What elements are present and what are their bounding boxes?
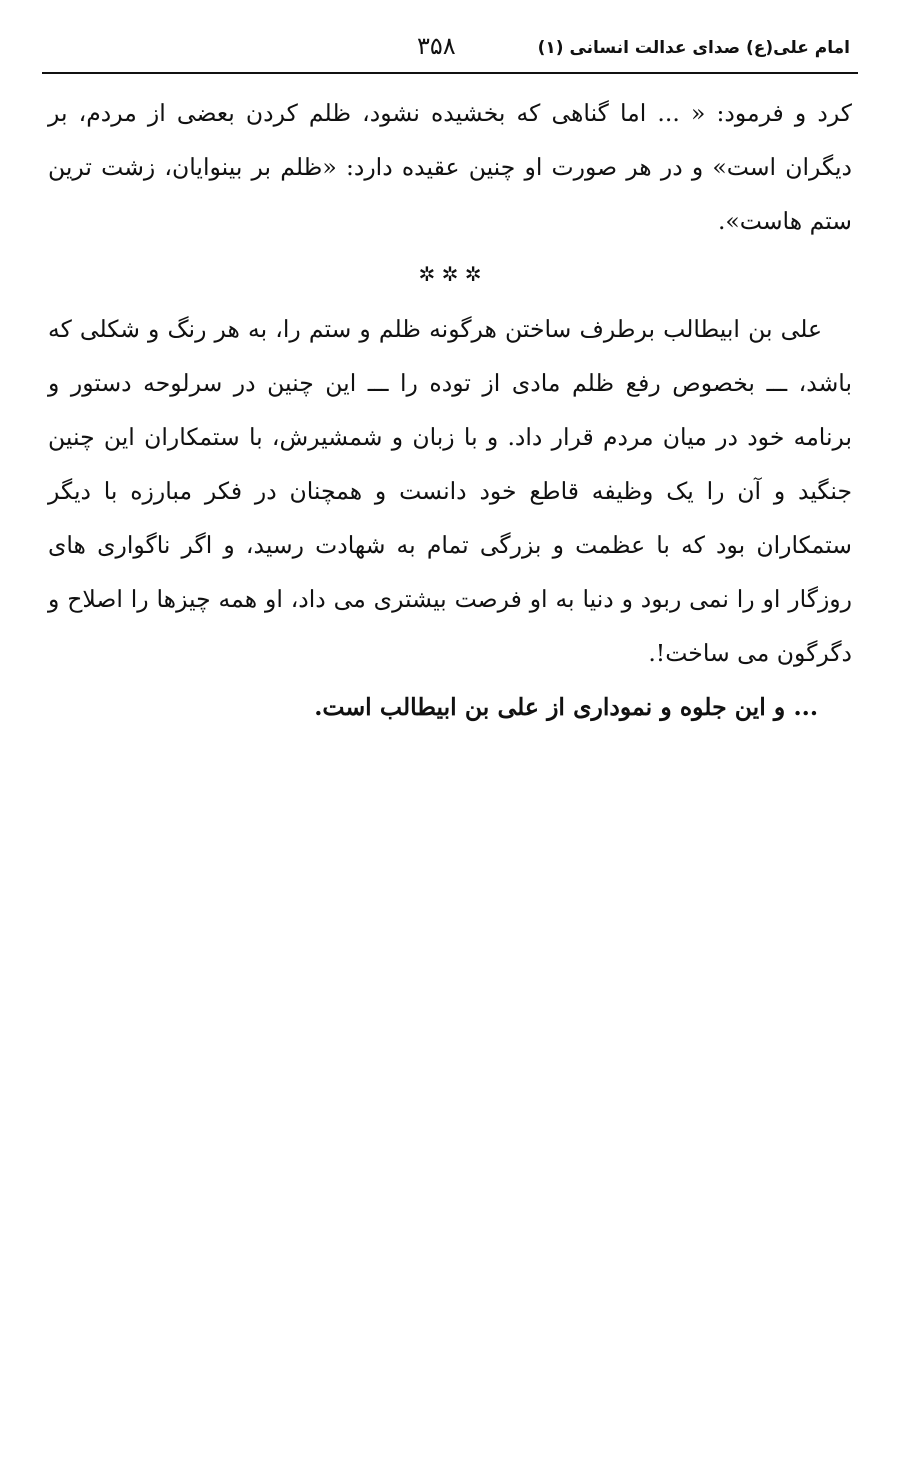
page-header bbox=[42, 30, 858, 74]
paragraph-1: کرد و فرمود: « ... اما گناهی که بخشیده نشود، ظلم کردن بعضی از مردم، بر دیگران است» و در هر صورت او چنین عقیده دارد: «ظلم بر بینوایان، زشت ترین ستم هاست». bbox=[48, 99, 852, 235]
document-page bbox=[42, 30, 858, 734]
paragraph-2: علی بن ابیطالب برطرف ساختن هرگونه ظلم و ستم را، به هر رنگ و شکلی که باشد، ـــ بخصوص رفع ظلم مادی از توده را ـــ این چنین در سرلوحه دستور و برنامه خود در میان مردم قرار داد. و با زبان و شمشیرش، با ستمکاران این چنین جنگید و آن را یک وظیفه قاطع خود دانست و همچنان در فکر مبارزه با دیگر ستمکاران بود که با عظمت و بزرگی تمام به شهادت رسید، و اگر ناگواری های روزگار او را نمی ربود و دنیا به او فرصت بیشتری می داد، او همه چیزها را اصلاح و دگرگون می ساخت!. bbox=[48, 315, 853, 667]
page-number: ۳۵۸ bbox=[417, 32, 456, 60]
running-title: امام علی(ع) صدای عدالت انسانی (۱) bbox=[537, 38, 850, 58]
closing-line: ... و این جلوه و نموداری از علی بن ابیطالب است. bbox=[314, 693, 818, 721]
section-separator: ✲ ✲ ✲ bbox=[418, 262, 482, 286]
